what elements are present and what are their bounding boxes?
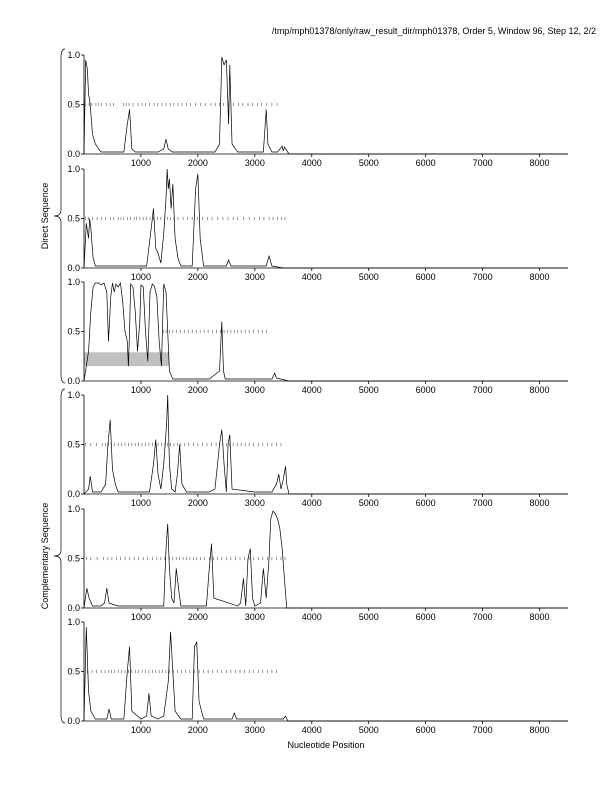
group-label: Complementary Sequence (40, 502, 50, 610)
series-line-1 (84, 57, 568, 154)
x-tick-label: 2000 (187, 272, 208, 282)
group-bracket (54, 49, 65, 383)
x-tick-label: 5000 (358, 272, 379, 282)
y-tick-label: 1.0 (67, 504, 80, 514)
x-tick-label: 1000 (130, 272, 151, 282)
series-line-4 (84, 395, 568, 494)
series-line-6 (84, 627, 568, 721)
x-tick-label: 7000 (472, 612, 493, 622)
x-tick-label: 8000 (529, 498, 550, 508)
x-tick-label: 5000 (358, 725, 379, 735)
x-tick-label: 2000 (187, 725, 208, 735)
x-tick-label: 1000 (130, 158, 151, 168)
x-tick-label: 6000 (415, 158, 436, 168)
panel-3 (67, 277, 568, 395)
y-tick-label: 0.0 (67, 716, 80, 726)
x-tick-label: 6000 (415, 725, 436, 735)
y-tick-label: 0.5 (67, 439, 80, 450)
x-tick-label: 5000 (358, 612, 379, 622)
x-tick-label: 4000 (301, 725, 322, 735)
x-tick-label: 5000 (358, 385, 379, 395)
x-tick-label: 2000 (187, 612, 208, 622)
y-tick-label: 0.5 (67, 553, 80, 564)
x-tick-label: 4000 (301, 612, 322, 622)
x-tick-label: 1000 (130, 385, 151, 395)
x-tick-label: 2000 (187, 498, 208, 508)
x-tick-label: 5000 (358, 158, 379, 168)
x-tick-label: 8000 (529, 385, 550, 395)
x-tick-label: 3000 (244, 385, 265, 395)
y-tick-label: 1.0 (67, 50, 80, 60)
x-tick-label: 8000 (529, 725, 550, 735)
x-tick-label: 8000 (529, 272, 550, 282)
x-tick-label: 7000 (472, 272, 493, 282)
series-line-2 (84, 169, 568, 268)
y-tick-label: 0.0 (67, 149, 80, 159)
x-tick-label: 1000 (130, 498, 151, 508)
figure-header: /tmp/mph01378/only/raw_result_dir/mph01378, Order 5, Window 96, Step 12, 2/2 (271, 26, 596, 36)
x-tick-label: 3000 (244, 498, 265, 508)
panel-6 (67, 617, 568, 735)
x-tick-label: 8000 (529, 158, 550, 168)
y-tick-label: 1.0 (67, 277, 80, 287)
y-tick-label: 0.5 (67, 666, 80, 677)
y-tick-label: 1.0 (67, 164, 80, 174)
y-tick-label: 0.5 (67, 99, 80, 110)
group-bracket (54, 389, 65, 723)
y-tick-label: 1.0 (67, 390, 80, 400)
series-line-3 (84, 283, 568, 381)
x-tick-label: 3000 (244, 158, 265, 168)
group-labels (40, 49, 65, 723)
x-tick-label: 6000 (415, 272, 436, 282)
x-tick-label: 1000 (130, 725, 151, 735)
x-axis-label: Nucleotide Position (287, 740, 365, 750)
x-tick-label: 4000 (301, 498, 322, 508)
x-tick-label: 7000 (472, 498, 493, 508)
x-tick-label: 7000 (472, 725, 493, 735)
x-tick-label: 6000 (415, 498, 436, 508)
x-tick-label: 4000 (301, 272, 322, 282)
y-tick-label: 1.0 (67, 617, 80, 627)
panel-4 (67, 390, 568, 508)
panel-5 (67, 504, 568, 622)
y-tick-label: 0.0 (67, 263, 80, 273)
group-label: Direct Sequence (40, 182, 50, 250)
x-tick-label: 5000 (358, 498, 379, 508)
x-tick-label: 2000 (187, 158, 208, 168)
x-tick-label: 7000 (472, 385, 493, 395)
y-tick-label: 0.5 (67, 326, 80, 337)
x-tick-label: 3000 (244, 612, 265, 622)
x-tick-label: 7000 (472, 158, 493, 168)
x-tick-label: 8000 (529, 612, 550, 622)
x-tick-label: 4000 (301, 385, 322, 395)
x-tick-label: 2000 (187, 385, 208, 395)
panel-1 (67, 50, 568, 168)
shaded-band (84, 352, 169, 366)
panel-2 (67, 164, 568, 282)
y-tick-label: 0.0 (67, 489, 80, 499)
x-tick-label: 6000 (415, 385, 436, 395)
y-tick-label: 0.0 (67, 376, 80, 386)
x-tick-label: 4000 (301, 158, 322, 168)
x-tick-label: 1000 (130, 612, 151, 622)
panels (67, 50, 568, 735)
y-tick-label: 0.5 (67, 213, 80, 224)
y-tick-label: 0.0 (67, 603, 80, 613)
x-tick-label: 3000 (244, 725, 265, 735)
x-tick-label: 6000 (415, 612, 436, 622)
x-tick-label: 3000 (244, 272, 265, 282)
